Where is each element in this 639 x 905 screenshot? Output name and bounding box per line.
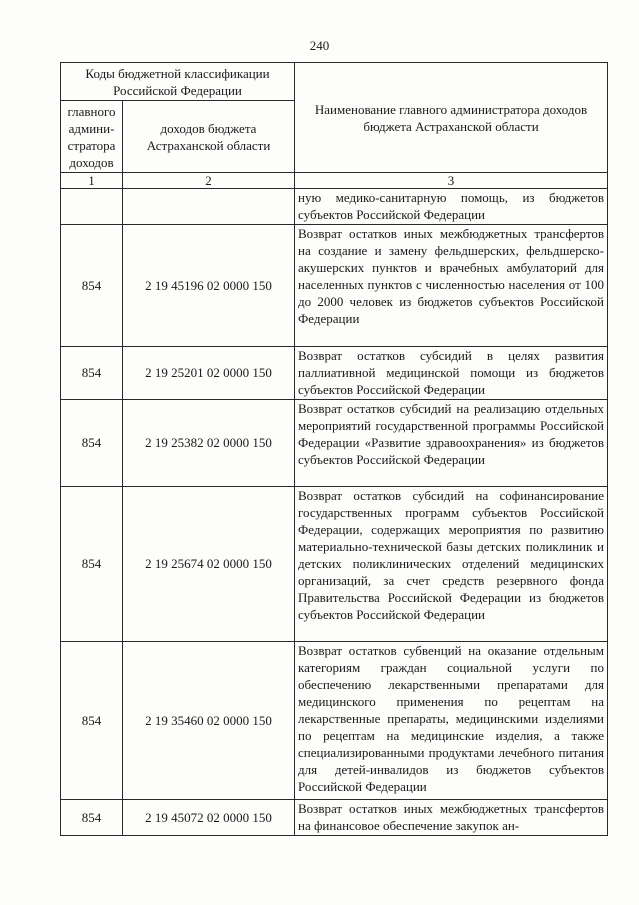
administrator-name-cell: Возврат остатков субвенций на оказание отдельным категориям граждан социальной услуги по обеспечению лекарственными препаратами для медицинского применения по рецептам на лекарственные препараты, медицинскими изделиями по рецептам на медицинские изделия, а также специализированными продуктами лечебного питания для детей-инвалидов из бюджетов субъектов Российской Федерации — [295, 642, 608, 800]
table-row — [61, 487, 608, 642]
administrator-name-cell: Возврат остатков субсидий на софинансирование государственных программ субъектов Российской Федерации, содержащих мероприятия по развитию материально-технической базы детских поликлиник и детских поликлинических отделений медицинских организаций, за счет средств резервного фонда Правительства Российской Федерации из бюджетов субъектов Российской Федерации — [295, 487, 608, 642]
column-number-3: 3 — [295, 173, 608, 189]
column-number-2: 2 — [123, 173, 295, 189]
table-row — [61, 347, 608, 400]
income-code-cell: 2 19 45072 02 0000 150 — [123, 800, 295, 836]
header-code-column: доходов бюджета Астраханской области — [123, 101, 295, 173]
income-code-cell: 2 19 25674 02 0000 150 — [123, 487, 295, 642]
header-admin-column: главного админи-стратора доходов — [61, 101, 123, 173]
admin-code-cell: 854 — [61, 642, 123, 800]
budget-classification-table — [60, 62, 608, 836]
income-code-cell — [123, 189, 295, 225]
column-number-1: 1 — [61, 173, 123, 189]
administrator-name-cell: Возврат остатков субсидий в целях развития паллиативной медицинской помощи из бюджетов субъектов Российской Федерации — [295, 347, 608, 400]
admin-code-cell: 854 — [61, 800, 123, 836]
administrator-name-cell: Возврат остатков иных межбюджетных трансфертов на создание и замену фельдшерских, фельдшерско-акушерских пунктов и врачебных амбулаторий для населенных пунктов с численностью населения от 100 до 2000 человек из бюджетов субъектов Российской Федерации — [295, 225, 608, 347]
admin-code-cell: 854 — [61, 225, 123, 347]
table-row — [61, 225, 608, 347]
administrator-name-cell: ную медико-санитарную помощь, из бюджетов субъектов Российской Федерации — [295, 189, 608, 225]
income-code-cell: 2 19 45196 02 0000 150 — [123, 225, 295, 347]
administrator-name-cell: Возврат остатков иных межбюджетных трансфертов на финансовое обеспечение закупок ан- — [295, 800, 608, 836]
table-row — [61, 400, 608, 487]
page-number: 240 — [309, 38, 330, 53]
admin-code-cell: 854 — [61, 400, 123, 487]
table-row — [61, 189, 608, 225]
admin-code-cell: 854 — [61, 487, 123, 642]
admin-code-cell — [61, 189, 123, 225]
table-row — [61, 800, 608, 836]
header-group-title: Коды бюджетной классификации Российской Федерации — [61, 63, 295, 101]
income-code-cell: 2 19 25201 02 0000 150 — [123, 347, 295, 400]
income-code-cell: 2 19 25382 02 0000 150 — [123, 400, 295, 487]
header-name-column: Наименование главного администратора доходов бюджета Астраханской области — [295, 63, 608, 173]
admin-code-cell: 854 — [61, 347, 123, 400]
income-code-cell: 2 19 35460 02 0000 150 — [123, 642, 295, 800]
table-row — [61, 642, 608, 800]
administrator-name-cell: Возврат остатков субсидий на реализацию отдельных мероприятий государственной программы Российской Федерации «Развитие здравоохранения» из бюджетов субъектов Российской Федерации — [295, 400, 608, 487]
